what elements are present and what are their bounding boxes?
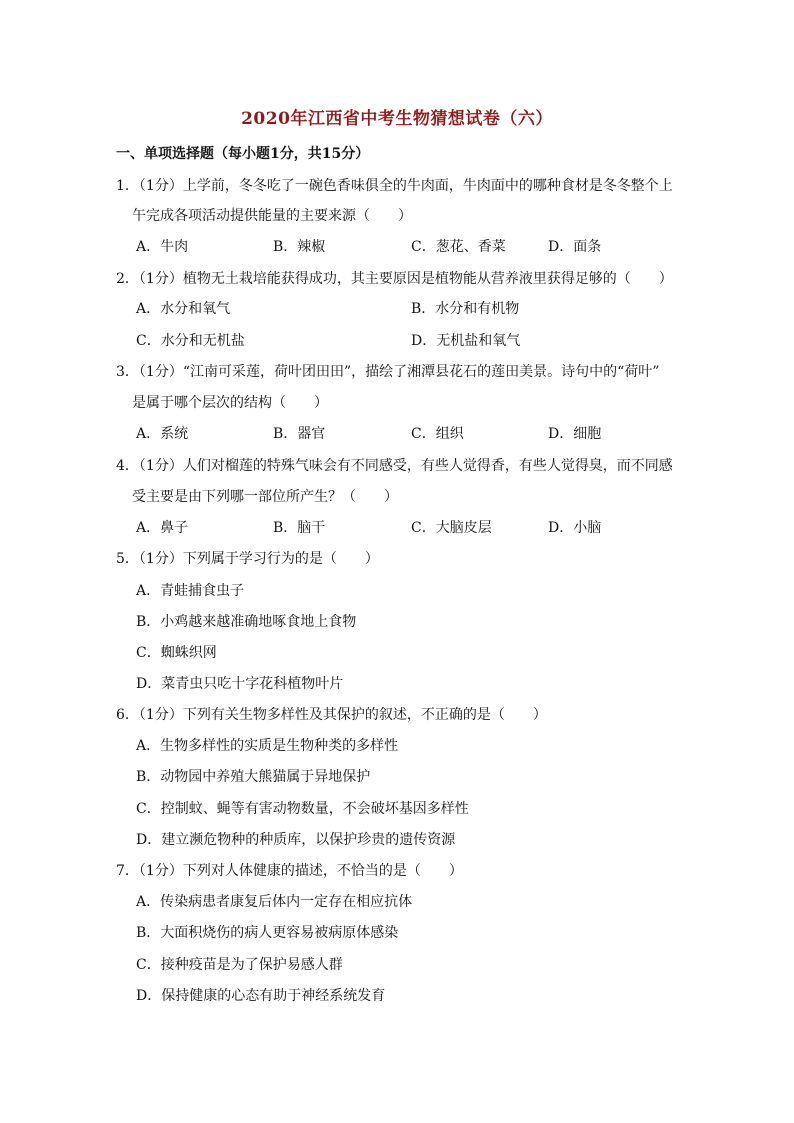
question-6-text: 6．（1分）下列有关生物多样性及其保护的叙述，不正确的是（ ） xyxy=(116,707,547,723)
question-1-text: 1．（1分）上学前，冬冬吃了一碗色香味俱全的牛肉面，牛肉面中的哪种食材是冬冬整个上 xyxy=(116,178,673,194)
question-7-text: 7．（1分）下列对人体健康的描述，不恰当的是（ ） xyxy=(116,863,463,879)
question-5-option-d: D．菜青虫只吃十字花科植物叶片 xyxy=(136,676,344,692)
question-1-option-b: B．辣椒 xyxy=(273,239,326,255)
question-7-option-a: A．传染病患者康复后体内一定存在相应抗体 xyxy=(136,894,413,910)
question-2-option-a: A．水分和氧气 xyxy=(136,301,231,317)
question-5-option-b: B．小鸡越来越准确地啄食地上食物 xyxy=(136,614,357,630)
question-5-option-a: A．青蛙捕食虫子 xyxy=(136,583,245,599)
question-6-option-a: A．生物多样性的实质是生物种类的多样性 xyxy=(136,738,399,754)
question-6-option-b: B．动物园中养殖大熊猫属于异地保护 xyxy=(136,769,371,785)
question-4-text: 4．（1分）人们对榴莲的特殊气味会有不同感受，有些人觉得香，有些人觉得臭，而不同感 xyxy=(116,458,673,474)
question-1-option-c: C．葱花、香菜 xyxy=(411,239,506,255)
question-4-option-a: A．鼻子 xyxy=(136,520,189,536)
question-4-option-d: D．小脑 xyxy=(548,520,602,536)
question-5-option-c: C．蜘蛛织网 xyxy=(136,645,217,661)
question-1-text-cont: 午完成各项活动提供能量的主要来源（ ） xyxy=(132,208,412,224)
question-7-option-c: C．接种疫苗是为了保护易感人群 xyxy=(136,957,343,973)
question-6-option-c: C．控制蚊、蝇等有害动物数量，不会破坏基因多样性 xyxy=(136,801,469,817)
question-3-option-d: D．细胞 xyxy=(548,426,602,442)
question-3-text: 3．（1分）“江南可采莲，荷叶团田田”，描绘了湘潭县花石的莲田美景。诗句中的“荷叶” xyxy=(116,364,660,380)
question-4-text-cont: 受主要是由下列哪一部位所产生？（ ） xyxy=(132,489,398,505)
question-2-option-c: C．水分和无机盐 xyxy=(136,333,245,349)
question-4-option-b: B．脑干 xyxy=(273,520,326,536)
question-2-text: 2．（1分）植物无土栽培能获得成功，其主要原因是植物能从营养液里获得足够的（ ） xyxy=(116,271,673,287)
question-6-option-d: D．建立濒危物种的种质库，以保护珍贵的遗传资源 xyxy=(136,832,456,848)
question-3-option-c: C．组织 xyxy=(411,426,464,442)
question-2-option-b: B．水分和有机物 xyxy=(411,301,520,317)
question-5-text: 5．（1分）下列属于学习行为的是（ ） xyxy=(116,551,379,567)
question-2-option-d: D．无机盐和氧气 xyxy=(411,333,521,349)
question-3-option-a: A．系统 xyxy=(136,426,189,442)
question-3-text-cont: 是属于哪个层次的结构（ ） xyxy=(132,395,328,411)
question-3-option-b: B．器官 xyxy=(273,426,326,442)
section-heading: 一、单项选择题（每小题1分，共15分） xyxy=(116,146,370,162)
question-1-option-d: D．面条 xyxy=(548,239,602,255)
question-7-option-b: B．大面积烧伤的病人更容易被病原体感染 xyxy=(136,925,399,941)
question-4-option-c: C．大脑皮层 xyxy=(411,520,492,536)
page-title: 2020年江西省中考生物猜想试卷（六） xyxy=(241,109,553,129)
question-7-option-d: D．保持健康的心态有助于神经系统发育 xyxy=(136,988,386,1004)
question-1-option-a: A．牛肉 xyxy=(136,239,189,255)
